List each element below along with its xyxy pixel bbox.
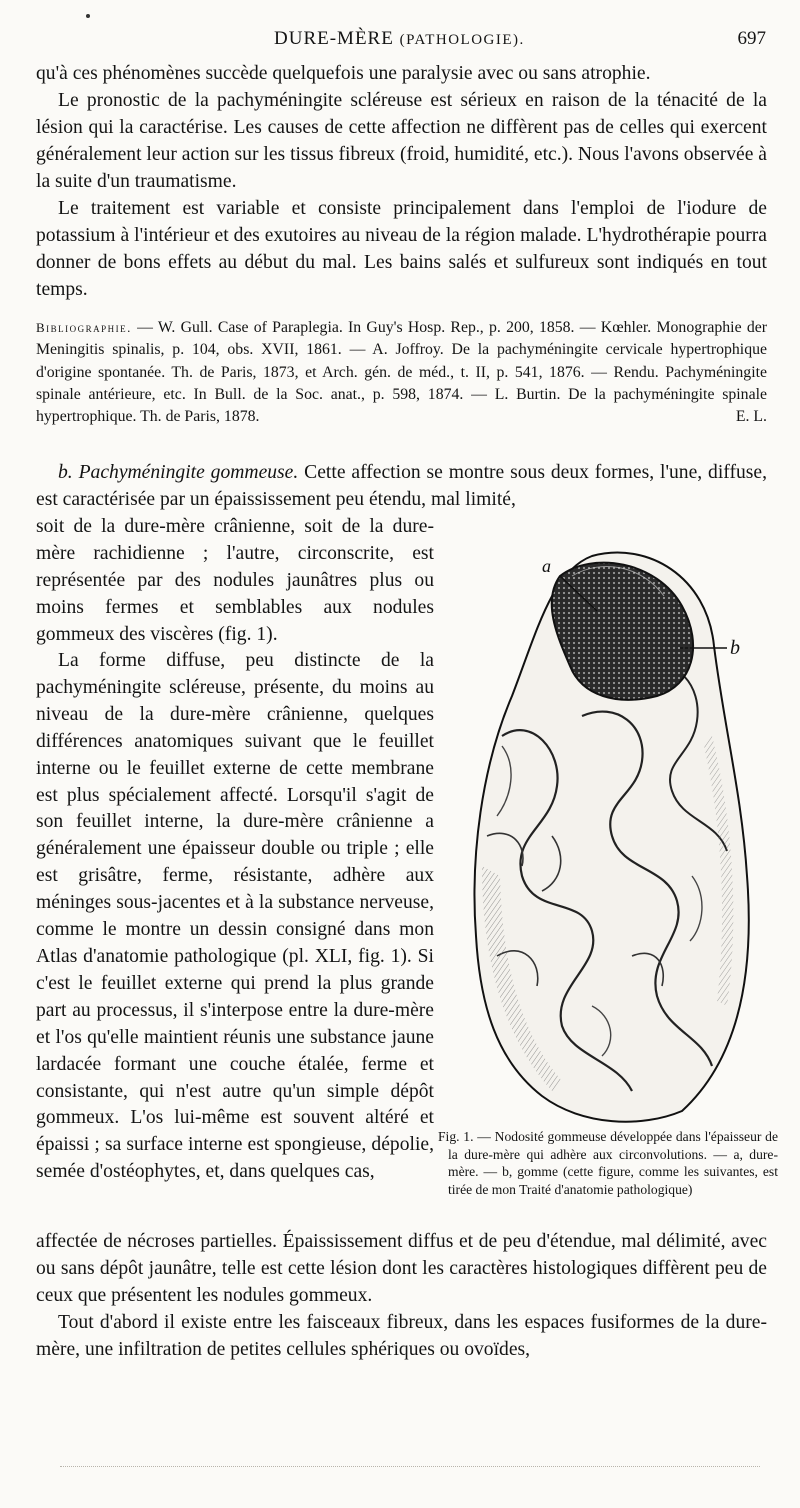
- bibliography-label: Bibliographie.: [36, 320, 132, 335]
- figure-caption: [438, 1128, 778, 1198]
- paragraph-prognosis: Le pronostic de la pachyméningite scléreuse est sérieux en raison de la ténacité de la lésion qui la caractérise. Les causes de cette affection ne diffèrent pas de celles qui exercent généralement leur action sur les tissus fibreux (froid, humidité, etc.). Nous l'avons observée à la suite d'un traumatisme.: [36, 90, 768, 192]
- figure-caption-lead: Fig. 1. —: [438, 1129, 491, 1144]
- paragraph-1: qu'à ces phénomènes succède quelquefois une paralysie avec ou sans atrophie.: [36, 63, 651, 84]
- figure-label-a: a: [542, 556, 551, 576]
- bibliography-text: — W. Gull. Case of Paraplegia. In Guy's Hosp. Rep., p. 200, 1858. — Kœhler. Monographie der Meningitis spinalis, p. 104, obs. XVII, 1861. — A. Joffroy. De la pachyméningite cervicale hypertrophique d'origine spontanée. Th. de Paris, 1873, et Arch. gén. de méd., t. II, p. 541, 1876. — Rendu. Pachyméningite spinale antérieure, etc. In Bull. de la Soc. anat., p. 598, 1874. — L. Burtin. De la pachyméningite spinale hypertrophique. Th. de Paris, 1878.: [36, 319, 767, 426]
- bibliography-signature: E. L.: [735, 408, 767, 426]
- page-header: [38, 28, 766, 54]
- section-b-heading: b. Pachyméningite gommeuse.: [58, 462, 299, 483]
- bottom-bleed-through-line: [60, 1466, 760, 1468]
- section-b-intro: [36, 460, 767, 514]
- bibliography: [36, 317, 767, 428]
- figure-caption-text: Nodosité gommeuse développée dans l'épaisseur de la dure-mère qui adhère aux circonvolutions. — a, dure-mère. — b, gomme (cette figure, comme les suivantes, est tirée de mon Traité d'anatomie pathologique): [448, 1129, 778, 1197]
- page-number: 697: [737, 28, 766, 49]
- brain-engraving-illustration: [442, 536, 772, 1128]
- figure-label-b: b: [730, 637, 740, 659]
- running-title-main: DURE-MÈRE: [274, 28, 394, 49]
- section-b-intro-text: Cette affection se montre sous deux formes, l'une, diffuse, est caractérisée par un épaississement peu étendu, mal limité,: [36, 462, 767, 510]
- running-title-sub: (PATHOLOGIE).: [399, 32, 525, 48]
- figure-1: [442, 536, 772, 1128]
- paragraph-diffuse-form: La forme diffuse, peu distincte de la pachyméningite scléreuse, présente, du moins au niveau de la dure-mère crânienne, quelques différences anatomiques suivant que le feuillet interne ou le feuillet externe de cette membrane est plus spécialement affecté. Lorsqu'il s'agit de son feuillet interne, la dure-mère crânienne a généralement une épaisseur double ou triple ; elle est grisâtre, ferme, résistante, adhère aux méninges sous-jacentes et à la substance nerveuse, comme le montre un dessin consigné dans mon Atlas d'anatomie pathologique (pl. XLI, fig. 1). Si c'est le feuillet externe qui prend la plus grande part au processus, il s'interpose entre la dure-mère et l'os qu'elle maintient réunis une substance jaune lardacée formant une couche étalée, ferme et consistante, qui n'est autre qu'un simple dépôt gommeux. L'os lui-même est souvent altéré et épaissi ; sa surface interne est spongieuse, dépolie, semée d'ostéophytes, et, dans quelques cas,: [36, 650, 434, 1183]
- running-title: [274, 28, 525, 50]
- ink-speck: [86, 14, 90, 18]
- paragraph-treatment: Le traitement est variable et consiste principalement dans l'emploi de l'iodure de potassium à l'intérieur et des exutoires au niveau de la région malade. L'hydrothérapie pourra donner de bons effets au début du mal. Les bains salés et sulfureux sont indiqués en tout temps.: [36, 198, 767, 300]
- paragraph-diffuse-end: affectée de nécroses partielles. Épaississement diffus et de peu d'étendue, mal délimité, avec ou sans dépôt jaunâtre, telle est cette lésion dont les caractères histologiques diffèrent peu de ceux que présentent les nodules gommeux.: [36, 1231, 767, 1306]
- paragraph-histology: Tout d'abord il existe entre les faisceaux fibreux, dans les espaces fusiformes de la dure-mère, une infiltration de petites cellules sphériques ou ovoïdes,: [36, 1312, 767, 1360]
- section-b-intro-narrow: soit de la dure-mère crânienne, soit de la dure-mère rachidienne ; l'autre, circonscrite, est représentée par des nodules jaunâtres plus ou moins fermes et semblables aux nodules gommeux des viscères (fig. 1).: [36, 516, 434, 645]
